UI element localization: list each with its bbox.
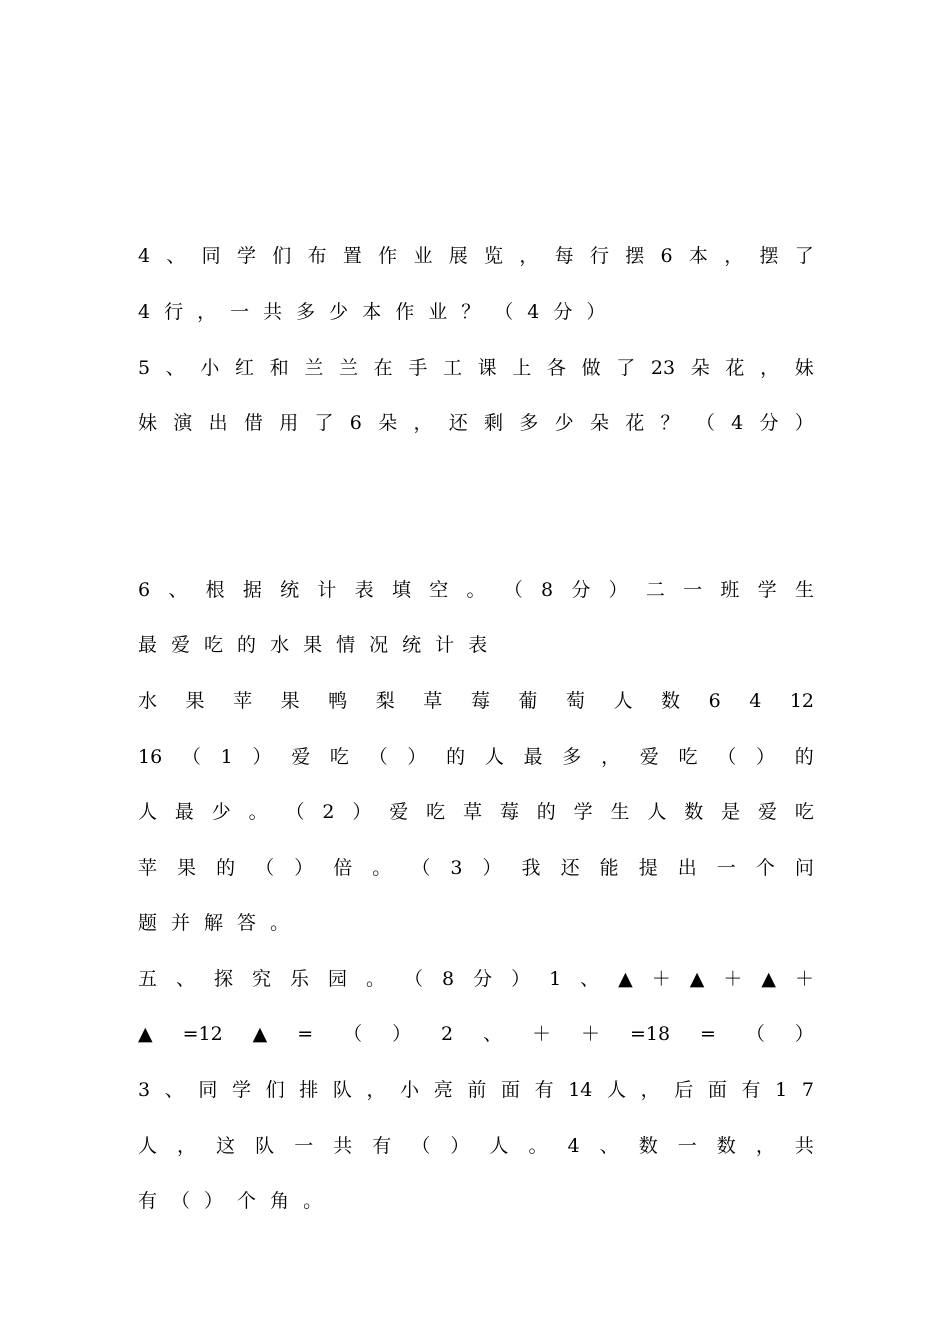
text-token: 少 — [211, 801, 231, 823]
text-token: ， — [601, 746, 621, 768]
text-token: ） — [794, 1023, 814, 1045]
text-token: 共 — [333, 1135, 353, 1157]
text-token: 同 — [198, 1079, 218, 1101]
text-token: （ — [285, 801, 305, 823]
text-token: 1 — [220, 746, 233, 768]
text-token: 果 — [303, 634, 323, 656]
text-token: 一 — [230, 301, 250, 323]
text-token: 有 — [372, 1135, 392, 1157]
text-token: 红 — [235, 357, 255, 379]
text-token: 计 — [435, 634, 455, 656]
text-token: 还 — [448, 412, 468, 434]
text-token: 同 — [201, 245, 221, 267]
text-token: （ — [695, 412, 715, 434]
text-token: 园 — [328, 968, 348, 990]
text-line-9 — [138, 800, 814, 824]
text-token: 、 — [165, 357, 185, 379]
text-token: ， — [755, 1135, 775, 1157]
text-token: 排 — [299, 1079, 319, 1101]
text-token: 学 — [236, 245, 256, 267]
text-token: 。 — [248, 801, 268, 823]
text-token: 有 — [534, 1079, 554, 1101]
text-token: 花 — [725, 357, 745, 379]
text-token: ＋ — [794, 968, 814, 990]
text-token: 吃 — [329, 746, 349, 768]
text-token: ▲ — [689, 968, 705, 990]
text-token: ， — [197, 301, 217, 323]
text-token: 数 — [638, 1135, 658, 1157]
text-token: ▲ — [618, 968, 633, 990]
text-token: 数 — [661, 690, 681, 712]
text-token: ） — [608, 579, 628, 601]
text-token: 8 — [442, 968, 455, 990]
text-token: ＋ — [532, 1023, 552, 1045]
text-token: 个 — [755, 857, 775, 879]
text-token: 置 — [342, 245, 362, 267]
text-token: 班 — [720, 579, 740, 601]
text-token: 上 — [512, 357, 532, 379]
text-token: （ — [503, 579, 523, 601]
text-token: 本 — [362, 301, 382, 323]
text-token: 果 — [280, 690, 300, 712]
text-token: ） — [511, 968, 531, 990]
text-line-14 — [138, 1078, 814, 1102]
text-token: ？ — [461, 301, 481, 323]
text-token: 亮 — [433, 1079, 453, 1101]
text-token: 是 — [721, 801, 741, 823]
text-token: 业 — [413, 245, 433, 267]
text-token: 面 — [707, 1079, 727, 1101]
text-token: 并 — [171, 912, 191, 934]
text-token: 4 — [138, 301, 151, 323]
text-token: 16 — [138, 746, 163, 768]
text-token: 根 — [205, 579, 225, 601]
text-token: 兰 — [339, 357, 359, 379]
text-token: ） — [586, 301, 606, 323]
text-token: 人 — [138, 801, 158, 823]
text-token: 生 — [610, 801, 630, 823]
text-line-11 — [138, 911, 814, 935]
text-token: ， — [366, 1079, 386, 1101]
text-token: 、 — [164, 1079, 184, 1101]
text-token: 6 — [349, 412, 362, 434]
text-token: 1 — [549, 968, 562, 990]
text-token: 。 — [528, 1135, 548, 1157]
text-token: （ — [404, 968, 424, 990]
text-token: 爱 — [757, 801, 777, 823]
text-token: 花 — [625, 412, 645, 434]
text-token: 数 — [684, 801, 704, 823]
text-token: （ — [494, 301, 514, 323]
text-token: 摆 — [625, 245, 645, 267]
text-token: 4 — [749, 690, 762, 712]
text-token: 6 — [138, 579, 151, 601]
text-token: 的 — [794, 746, 814, 768]
text-token: 妹 — [138, 412, 158, 434]
text-token: 共 — [263, 301, 283, 323]
text-line-1 — [138, 244, 814, 268]
text-token: 最 — [523, 746, 543, 768]
text-token: 、 — [599, 1135, 619, 1157]
text-token: ） — [407, 746, 427, 768]
text-token: 少 — [329, 301, 349, 323]
text-token: 行 — [164, 301, 184, 323]
text-token: 学 — [231, 1079, 251, 1101]
text-token: 计 — [317, 579, 337, 601]
text-token: 人 — [489, 1135, 509, 1157]
text-token: 这 — [216, 1135, 236, 1157]
text-token: 。 — [366, 968, 386, 990]
text-token: 展 — [448, 245, 468, 267]
text-token: ） — [392, 1023, 412, 1045]
text-token: 。 — [372, 857, 392, 879]
text-token: ＋ — [651, 968, 671, 990]
text-token: （ — [411, 857, 431, 879]
text-token: 妹 — [794, 357, 814, 379]
text-token: （ — [343, 1023, 363, 1045]
text-token: 个 — [237, 1190, 257, 1212]
text-token: 分 — [473, 968, 493, 990]
text-token: 前 — [467, 1079, 487, 1101]
text-token: 课 — [477, 357, 497, 379]
text-token: 爱 — [389, 801, 409, 823]
text-token: 朵 — [589, 412, 609, 434]
text-token: 3 — [138, 1079, 151, 1101]
text-token: ， — [724, 245, 744, 267]
text-token: 5 — [138, 357, 151, 379]
text-token: 队 — [255, 1135, 275, 1157]
text-token: 少 — [554, 412, 574, 434]
text-token: 探 — [214, 968, 234, 990]
text-token: 在 — [373, 357, 393, 379]
text-token: 后 — [674, 1079, 694, 1101]
text-token: ） — [482, 857, 502, 879]
text-token: 人 — [138, 1135, 158, 1157]
text-token: （ — [717, 746, 737, 768]
text-token: 梨 — [375, 690, 395, 712]
text-token: 各 — [546, 357, 566, 379]
text-token: 手 — [408, 357, 428, 379]
text-token: 朵 — [378, 412, 398, 434]
text-token: 分 — [553, 301, 573, 323]
text-token: 多 — [296, 301, 316, 323]
text-token: 们 — [265, 1079, 285, 1101]
text-token: 角 — [270, 1190, 290, 1212]
text-token: 。 — [303, 1190, 323, 1212]
text-token: 吃 — [794, 801, 814, 823]
text-token: 草 — [462, 801, 482, 823]
text-token: 答 — [237, 912, 257, 934]
text-token: 12 — [789, 690, 814, 712]
text-token: ▲ — [761, 968, 776, 990]
text-token: 2 — [441, 1023, 454, 1045]
text-token: 吃 — [204, 634, 224, 656]
text-line-8 — [138, 745, 814, 769]
text-token: 行 — [589, 245, 609, 267]
text-token: 爱 — [639, 746, 659, 768]
text-token: ） — [794, 412, 814, 434]
text-token: 乐 — [290, 968, 310, 990]
text-token: 表 — [468, 634, 488, 656]
text-token: 、 — [580, 968, 600, 990]
text-token: 摆 — [759, 245, 779, 267]
text-token: 人 — [484, 746, 504, 768]
text-token: 6 — [660, 245, 673, 267]
text-token: 和 — [269, 357, 289, 379]
text-token: 多 — [562, 746, 582, 768]
text-token: 4 — [731, 412, 744, 434]
text-token: 本 — [688, 245, 708, 267]
text-token: 做 — [581, 357, 601, 379]
text-line-7 — [138, 689, 814, 713]
text-token: 了 — [314, 412, 334, 434]
text-token: =18 — [629, 1023, 671, 1045]
text-token: 了 — [616, 357, 636, 379]
text-token: 出 — [677, 857, 697, 879]
text-token: 4 — [527, 301, 540, 323]
text-token: 分 — [571, 579, 591, 601]
text-token: 朵 — [690, 357, 710, 379]
text-line-2 — [138, 300, 814, 324]
text-token: 还 — [560, 857, 580, 879]
text-token: 统 — [402, 634, 422, 656]
text-token: 8 — [541, 579, 554, 601]
text-line-12 — [138, 967, 814, 991]
text-token: 生 — [794, 579, 814, 601]
text-line-13 — [138, 1022, 814, 1046]
text-token: 果 — [177, 857, 197, 879]
text-token: 用 — [279, 412, 299, 434]
text-token: 布 — [307, 245, 327, 267]
text-token: 统 — [280, 579, 300, 601]
text-token: 有 — [138, 1190, 158, 1212]
text-token: 2 — [322, 801, 335, 823]
text-token: 吃 — [678, 746, 698, 768]
text-token: 数 — [716, 1135, 736, 1157]
text-token: 葡 — [518, 690, 538, 712]
text-token: 果 — [185, 690, 205, 712]
text-token: 7 — [801, 1079, 814, 1101]
text-token: 一 — [683, 579, 703, 601]
text-token: 们 — [272, 245, 292, 267]
text-token: 空 — [429, 579, 449, 601]
text-token: 问 — [794, 857, 814, 879]
text-token: 出 — [208, 412, 228, 434]
text-token: 了 — [794, 245, 814, 267]
text-token: 水 — [270, 634, 290, 656]
text-token: 最 — [138, 634, 158, 656]
text-token: 一 — [294, 1135, 314, 1157]
text-token: 水 — [138, 690, 158, 712]
text-token: 。 — [466, 579, 486, 601]
text-token: 二 — [645, 579, 665, 601]
text-token: 剩 — [484, 412, 504, 434]
text-token: ， — [640, 1079, 660, 1101]
text-token: 人 — [607, 1079, 627, 1101]
text-token: 6 — [708, 690, 721, 712]
text-token: （ — [255, 857, 275, 879]
text-token: ） — [294, 857, 314, 879]
text-token: 鸭 — [328, 690, 348, 712]
text-token: 23 — [650, 357, 676, 379]
text-token: （ — [368, 746, 388, 768]
text-line-6 — [138, 633, 814, 657]
text-token: 业 — [428, 301, 448, 323]
text-token: 作 — [395, 301, 415, 323]
text-token: 能 — [599, 857, 619, 879]
text-token: 每 — [554, 245, 574, 267]
text-token: 题 — [138, 912, 158, 934]
text-token: 的 — [237, 634, 257, 656]
text-token: 人 — [613, 690, 633, 712]
text-token: ） — [450, 1135, 470, 1157]
text-token: 兰 — [304, 357, 324, 379]
text-token: 情 — [336, 634, 356, 656]
text-token: ， — [760, 357, 780, 379]
text-token: 览 — [484, 245, 504, 267]
text-token: 爱 — [291, 746, 311, 768]
text-token: 、 — [176, 968, 196, 990]
text-token: =12 — [182, 1023, 223, 1045]
text-token: 一 — [677, 1135, 697, 1157]
text-token: ▲ — [252, 1023, 268, 1045]
text-token: ▲ — [138, 1023, 153, 1045]
text-token: 分 — [759, 412, 779, 434]
text-token: 、 — [166, 245, 186, 267]
text-token: ， — [413, 412, 433, 434]
text-token: 据 — [242, 579, 262, 601]
text-token: 共 — [794, 1135, 814, 1157]
text-token: 填 — [391, 579, 411, 601]
text-token: 的 — [446, 746, 466, 768]
text-token: = — [700, 1023, 716, 1045]
text-token: 4 — [138, 245, 151, 267]
text-token: 萄 — [565, 690, 585, 712]
text-token: 小 — [200, 357, 220, 379]
text-token: 解 — [204, 912, 224, 934]
text-token: 、 — [168, 579, 188, 601]
text-token: 队 — [332, 1079, 352, 1101]
text-token: ， — [519, 245, 539, 267]
text-token: 14 — [568, 1079, 593, 1101]
text-token: （ — [411, 1135, 431, 1157]
text-token: 、 — [483, 1023, 503, 1045]
text-token: 莓 — [499, 801, 519, 823]
text-token: 作 — [378, 245, 398, 267]
text-token: ＋ — [723, 968, 743, 990]
text-token: 的 — [536, 801, 556, 823]
text-token: ） — [352, 801, 372, 823]
text-token: 五 — [138, 968, 158, 990]
text-token: ＋ — [581, 1023, 601, 1045]
text-token: ） — [756, 746, 776, 768]
text-token: 面 — [500, 1079, 520, 1101]
text-token: 况 — [369, 634, 389, 656]
text-token: 1 — [775, 1079, 788, 1101]
text-token: 苹 — [233, 690, 253, 712]
text-token: ？ — [660, 412, 680, 434]
text-token: 的 — [216, 857, 236, 879]
text-token: 表 — [354, 579, 374, 601]
text-line-10 — [138, 856, 814, 880]
text-token: 最 — [174, 801, 194, 823]
text-token: 借 — [243, 412, 263, 434]
text-token: 演 — [173, 412, 193, 434]
text-line-15 — [138, 1134, 814, 1158]
text-token: 3 — [450, 857, 463, 879]
text-token: 究 — [252, 968, 272, 990]
text-token: = — [297, 1023, 314, 1045]
text-token: ） — [204, 1190, 224, 1212]
text-token: 小 — [400, 1079, 420, 1101]
text-token: 倍 — [333, 857, 353, 879]
text-line-5 — [138, 578, 814, 602]
text-token: ， — [177, 1135, 197, 1157]
text-token: 一 — [716, 857, 736, 879]
text-token: 。 — [270, 912, 290, 934]
text-token: 提 — [638, 857, 658, 879]
text-token: ） — [252, 746, 272, 768]
text-token: 莓 — [470, 690, 490, 712]
text-token: 人 — [647, 801, 667, 823]
text-token: （ — [745, 1023, 765, 1045]
text-token: 学 — [757, 579, 777, 601]
text-token: 我 — [521, 857, 541, 879]
text-token: 草 — [423, 690, 443, 712]
text-token: 爱 — [171, 634, 191, 656]
text-token: （ — [171, 1190, 191, 1212]
text-token: 4 — [567, 1135, 580, 1157]
text-line-3 — [138, 356, 814, 380]
text-token: 苹 — [138, 857, 158, 879]
text-token: （ — [181, 746, 201, 768]
text-line-16 — [138, 1189, 814, 1213]
text-token: 学 — [573, 801, 593, 823]
text-token: 多 — [519, 412, 539, 434]
text-token: 工 — [442, 357, 462, 379]
text-token: 有 — [741, 1079, 761, 1101]
text-token: 吃 — [426, 801, 446, 823]
text-line-4 — [138, 411, 814, 435]
